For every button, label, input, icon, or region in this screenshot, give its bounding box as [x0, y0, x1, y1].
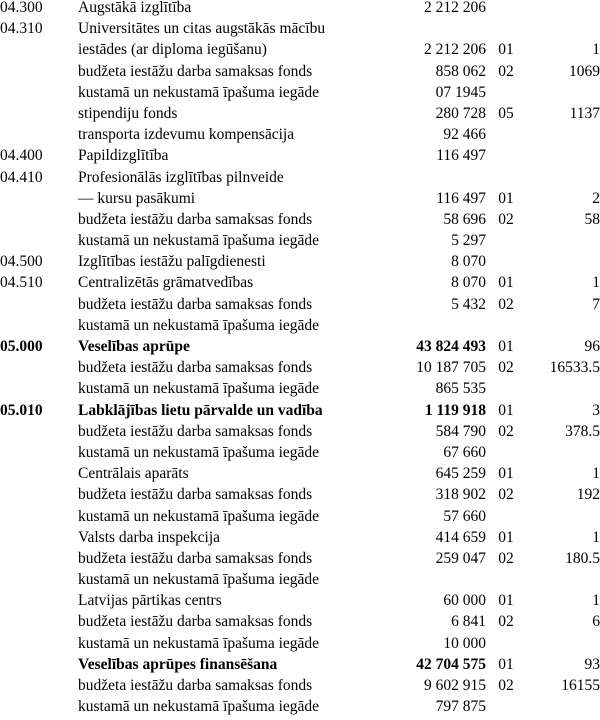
row-quantity: 58 [584, 210, 600, 228]
table-row [0, 593, 600, 614]
row-class-code: 01 [498, 465, 514, 483]
table-row [0, 381, 600, 402]
row-class-code: 02 [498, 422, 514, 440]
table-row [0, 212, 600, 233]
row-description: kustamā un nekustamā īpašuma iegāde [78, 571, 320, 589]
row-amount: 858 062 [435, 62, 486, 80]
row-amount: 10 187 705 [416, 359, 486, 377]
row-description: budžeta iestāžu darba samaksas fonds [78, 359, 313, 377]
table-row [0, 403, 600, 424]
row-description: kustamā un nekustamā īpašuma iegāde [78, 232, 320, 250]
row-amount: 2 212 206 [424, 41, 486, 59]
row-amount: 797 875 [435, 698, 486, 716]
row-amount [390, 572, 486, 593]
row-class-code: 02 [498, 486, 514, 504]
table-row [0, 657, 600, 678]
row-code [0, 509, 78, 530]
row-quantity [526, 318, 600, 339]
row-code [0, 212, 78, 233]
row-description: budžeta iestāžu darba samaksas fonds [78, 295, 313, 313]
row-class-code [486, 509, 526, 530]
table-row [0, 127, 600, 148]
row-amount: 9 602 915 [424, 677, 486, 694]
row-quantity [526, 0, 600, 21]
row-code [0, 445, 78, 466]
row-description: Valsts darba inspekcija [78, 528, 221, 546]
row-code [0, 318, 78, 339]
row-quantity [526, 233, 600, 254]
row-amount: 10 000 [443, 634, 486, 652]
row-amount: 67 660 [443, 443, 486, 461]
table-row [0, 191, 600, 212]
row-description: budžeta iestāžu darba samaksas fonds [78, 422, 313, 440]
table-row [0, 106, 600, 127]
row-quantity: 192 [576, 486, 600, 504]
table-row [0, 21, 600, 42]
row-class-code [486, 127, 526, 148]
row-quantity: 3 [592, 401, 600, 419]
row-amount: 92 466 [443, 126, 486, 144]
row-code [0, 360, 78, 381]
row-code: 04.400 [0, 147, 43, 165]
row-class-code [486, 170, 526, 191]
row-quantity: 6 [592, 613, 600, 631]
row-class-code: 02 [498, 62, 514, 80]
row-description: kustamā un nekustamā īpašuma iegāde [78, 380, 320, 398]
row-class-code: 01 [498, 274, 514, 292]
row-quantity: 1137 [569, 104, 600, 122]
row-quantity: 16533.5 [549, 359, 600, 377]
row-amount: 116 497 [436, 189, 486, 207]
row-class-code: 01 [498, 41, 514, 59]
table-row [0, 678, 600, 699]
row-amount: 865 535 [435, 380, 486, 398]
row-class-code [486, 148, 526, 169]
row-amount: 43 824 493 [416, 338, 486, 355]
row-class-code [486, 21, 526, 42]
row-amount: 645 259 [435, 465, 486, 483]
table-row [0, 424, 600, 445]
table-row [0, 170, 600, 191]
row-amount [390, 318, 486, 339]
row-code [0, 487, 78, 508]
row-amount: 8 070 [451, 274, 486, 292]
table-row [0, 42, 600, 63]
row-description: kustamā un nekustamā īpašuma iegāde [78, 316, 320, 334]
row-description: Universitātes un citas augstākās mācību [78, 20, 326, 38]
row-quantity: 16155 [561, 677, 600, 694]
row-amount [390, 21, 486, 42]
row-code [0, 551, 78, 572]
row-class-code: 01 [498, 338, 514, 355]
row-code [0, 530, 78, 551]
table-row [0, 318, 600, 339]
table-row [0, 233, 600, 254]
table-row [0, 85, 600, 106]
row-description: Veselības aprūpes finansēšana [78, 655, 278, 673]
row-description: kustamā un nekustamā īpašuma iegāde [78, 698, 320, 716]
row-amount: 57 660 [443, 507, 486, 525]
row-class-code: 05 [498, 104, 514, 122]
row-code: 04.310 [0, 20, 43, 38]
row-amount: 584 790 [435, 422, 486, 440]
table-row [0, 572, 600, 593]
row-code [0, 127, 78, 148]
row-description: Profesionālās izglītības pilnveide [78, 168, 284, 186]
row-code [0, 106, 78, 127]
row-amount: 1 119 918 [424, 401, 486, 419]
row-description: transporta izdevumu kompensācija [78, 126, 295, 144]
row-description: budžeta iestāžu darba samaksas fonds [78, 677, 313, 694]
table-row [0, 148, 600, 169]
table-row [0, 699, 600, 720]
row-quantity: 1 [592, 274, 600, 292]
row-description: budžeta iestāžu darba samaksas fonds [78, 613, 313, 631]
table-row [0, 551, 600, 572]
row-amount: 259 047 [435, 549, 486, 567]
row-code [0, 699, 78, 720]
row-description: budžeta iestāžu darba samaksas fonds [78, 486, 313, 504]
table-row [0, 445, 600, 466]
row-description: Papildizglītība [78, 147, 169, 165]
row-description: Izglītības iestāžu palīgdienesti [78, 253, 266, 271]
row-amount: 5 432 [451, 295, 486, 313]
table-row [0, 64, 600, 85]
row-quantity: 2 [592, 189, 600, 207]
row-class-code [486, 318, 526, 339]
table-row [0, 466, 600, 487]
row-class-code [486, 254, 526, 275]
table-row [0, 275, 600, 296]
row-amount: 60 000 [443, 592, 486, 610]
row-amount: 116 497 [436, 147, 486, 165]
row-quantity: 93 [584, 655, 600, 673]
row-description: Centrālais aparāts [78, 465, 189, 483]
row-code [0, 614, 78, 635]
row-description: Labklājības lietu pārvalde un vadība [78, 401, 323, 419]
row-class-code: 02 [498, 210, 514, 228]
row-class-code: 02 [498, 359, 514, 377]
row-description: budžeta iestāžu darba samaksas fonds [78, 210, 313, 228]
row-description: Latvijas pārtikas centrs [78, 592, 222, 610]
row-quantity: 7 [592, 295, 600, 313]
row-amount: 414 659 [435, 528, 486, 546]
row-description: iestādes (ar diploma iegūšanu) [78, 41, 267, 59]
row-quantity: 1 [592, 465, 600, 483]
row-code [0, 657, 78, 678]
row-quantity [526, 254, 600, 275]
row-amount: 07 1945 [435, 83, 486, 101]
row-quantity: 1 [592, 528, 600, 546]
row-description: kustamā un nekustamā īpašuma iegāde [78, 83, 320, 101]
row-quantity [526, 636, 600, 657]
row-quantity: 180.5 [565, 549, 600, 567]
row-description: kustamā un nekustamā īpašuma iegāde [78, 634, 320, 652]
row-quantity: 1069 [569, 62, 600, 80]
row-amount: 58 696 [443, 210, 486, 228]
row-code [0, 678, 78, 699]
row-class-code: 01 [498, 189, 514, 207]
row-amount: 42 704 575 [416, 655, 486, 673]
row-code [0, 85, 78, 106]
row-code: 04.410 [0, 168, 43, 186]
row-quantity: 378.5 [565, 422, 600, 440]
row-class-code [486, 0, 526, 21]
row-code [0, 466, 78, 487]
row-code [0, 593, 78, 614]
row-quantity [526, 572, 600, 593]
row-class-code [486, 85, 526, 106]
row-amount [390, 170, 486, 191]
row-class-code: 02 [498, 677, 514, 694]
table-row [0, 339, 600, 360]
row-quantity [526, 445, 600, 466]
row-code [0, 572, 78, 593]
row-quantity [526, 148, 600, 169]
row-class-code: 02 [498, 613, 514, 631]
row-quantity [526, 699, 600, 720]
row-class-code [486, 445, 526, 466]
row-amount: 8 070 [451, 253, 486, 271]
row-description: budžeta iestāžu darba samaksas fonds [78, 62, 313, 80]
row-code [0, 42, 78, 63]
row-quantity [526, 21, 600, 42]
table-row [0, 297, 600, 318]
row-code: 05.000 [0, 338, 43, 355]
row-class-code [486, 233, 526, 254]
row-quantity [526, 509, 600, 530]
row-code [0, 424, 78, 445]
row-description: Augstākā izglītība [78, 0, 192, 16]
row-code [0, 233, 78, 254]
row-class-code: 02 [498, 295, 514, 313]
row-class-code [486, 381, 526, 402]
row-class-code: 02 [498, 549, 514, 567]
table-row [0, 254, 600, 275]
row-class-code: 01 [498, 655, 514, 673]
row-amount: 6 841 [451, 613, 486, 631]
table-row [0, 636, 600, 657]
table-row [0, 0, 600, 21]
row-description: kustamā un nekustamā īpašuma iegāde [78, 507, 320, 525]
row-quantity [526, 85, 600, 106]
row-amount: 5 297 [451, 232, 486, 250]
row-amount: 280 728 [435, 104, 486, 122]
row-description: stipendiju fonds [78, 104, 178, 122]
row-code: 04.500 [0, 253, 43, 271]
row-class-code: 01 [498, 528, 514, 546]
row-code [0, 381, 78, 402]
table-row [0, 530, 600, 551]
row-description: Centralizētās grāmatvedības [78, 274, 254, 292]
row-amount: 318 902 [435, 486, 486, 504]
row-code [0, 297, 78, 318]
table-row [0, 509, 600, 530]
table-row [0, 487, 600, 508]
row-class-code: 01 [498, 401, 514, 419]
row-quantity [526, 381, 600, 402]
row-class-code [486, 636, 526, 657]
row-quantity: 1 [592, 41, 600, 59]
row-description: kustamā un nekustamā īpašuma iegāde [78, 443, 320, 461]
row-quantity [526, 170, 600, 191]
row-quantity: 1 [592, 592, 600, 610]
row-code [0, 636, 78, 657]
row-code: 04.300 [0, 0, 43, 16]
row-quantity [526, 127, 600, 148]
row-code: 04.510 [0, 274, 43, 292]
table-row [0, 360, 600, 381]
row-code: 05.010 [0, 401, 43, 419]
row-quantity: 96 [584, 338, 600, 355]
row-description: — kursu pasākumi [78, 189, 196, 207]
row-description: Veselības aprūpe [78, 338, 190, 355]
row-class-code: 01 [498, 592, 514, 610]
table-row [0, 614, 600, 635]
row-description: budžeta iestāžu darba samaksas fonds [78, 549, 313, 567]
row-class-code [486, 699, 526, 720]
row-code [0, 64, 78, 85]
row-class-code [486, 572, 526, 593]
row-amount: 2 212 206 [424, 0, 486, 16]
row-code [0, 191, 78, 212]
